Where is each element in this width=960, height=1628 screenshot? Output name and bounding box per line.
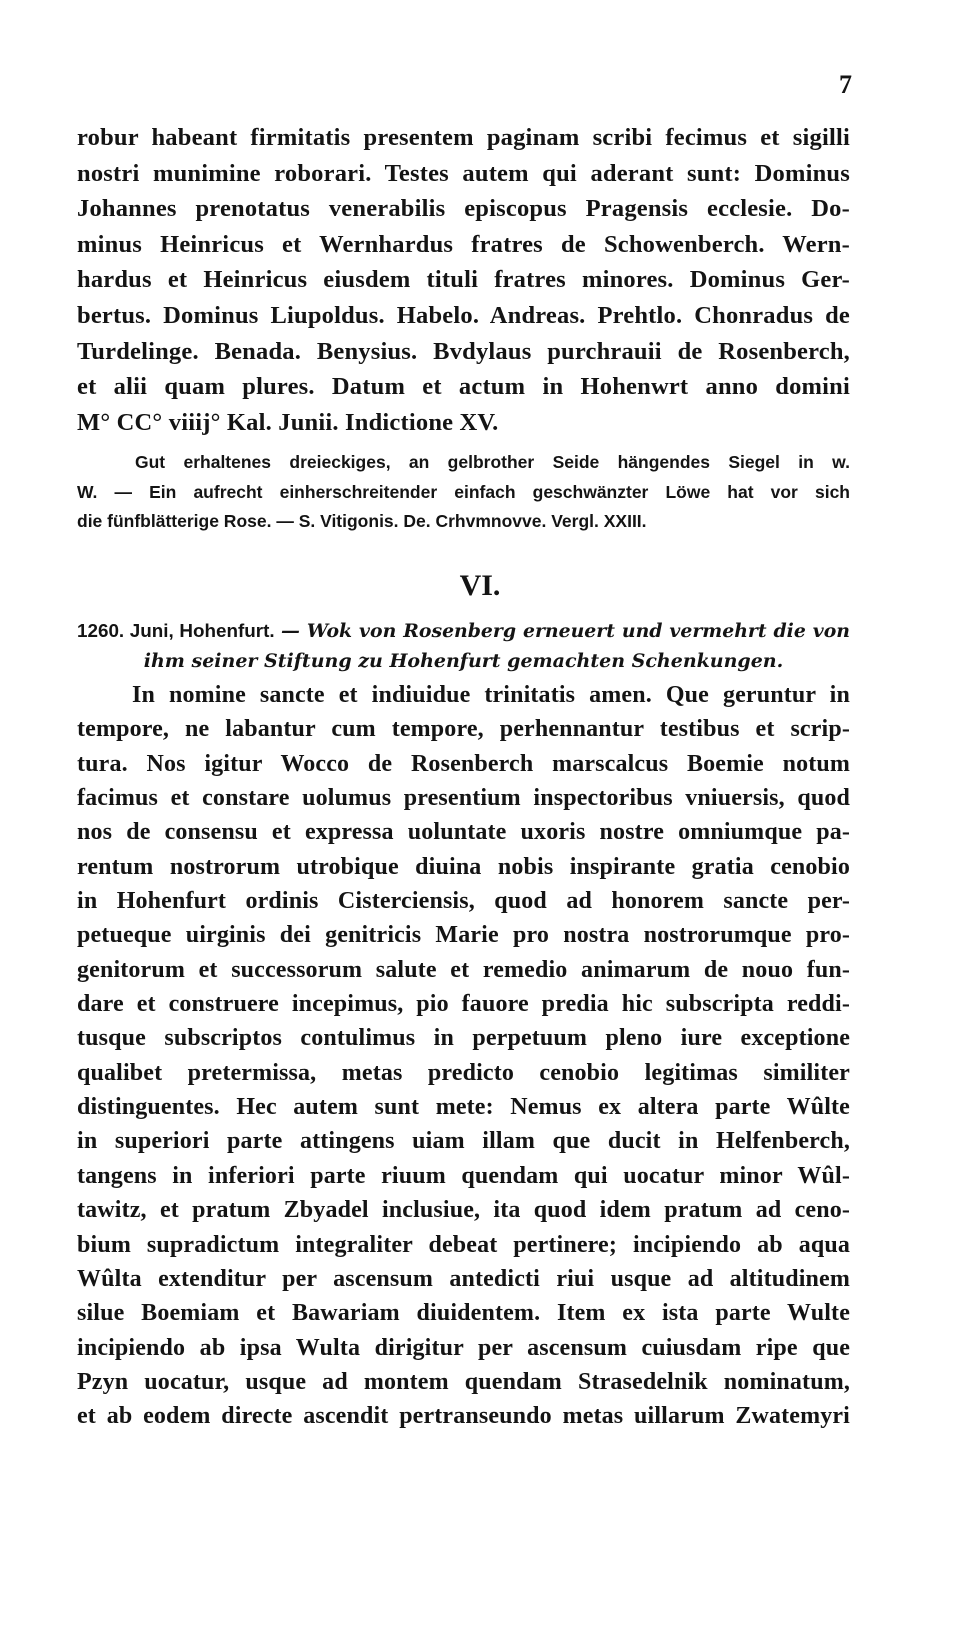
text-line: Turdelinge. Benada. Benysius. Bvdylaus purchrauii de Rosenberch, [77, 337, 850, 365]
text-line: et ab eodem directe ascendit pertranseundo metas uillarum Zwatemyri [77, 1403, 850, 1430]
regest-summary-part1: — Wok von Rosenberg erneuert und vermehrt die von [281, 620, 850, 642]
text-line: genitorum et successorum salute et remedio animarum de nouo fun- [77, 956, 850, 983]
text-line: qualibet pretermissa, metas predicto cenobio legitimas similiter [77, 1059, 850, 1086]
document-regest [77, 616, 850, 676]
text-line: tura. Nos igitur Wocco de Rosenberch marscalcus Boemie notum [77, 750, 850, 777]
text-line: facimus et constare uolumus presentium inspectoribus vniuersis, quod [77, 785, 850, 812]
text-line: nos de consensu et expressa uoluntate uxoris nostre omniumque pa- [77, 819, 850, 846]
text-line: et alii quam plures. Datum et actum in Hohenwrt anno domini [77, 373, 850, 401]
text-line: Pzyn uocatur, usque ad montem quendam Strasedelnik nominatum, [77, 1368, 850, 1395]
text-line: tusque subscriptos contulimus in perpetuum pleno iure exceptione [77, 1025, 850, 1052]
text-line: minus Heinricus et Wernhardus fratres de Schowenberch. Wern- [77, 230, 850, 258]
text-line: bium supradictum integraliter debeat pertinere; incipiendo ab aqua [77, 1231, 850, 1258]
text-line: bertus. Dominus Liupoldus. Habelo. Andreas. Prehtlo. Chonradus de [77, 301, 850, 329]
regest-summary-part2: ihm seiner Stiftung zu Hohenfurt gemachten Schenkungen. [143, 650, 784, 672]
document-number-heading: VI. [459, 569, 501, 602]
text-line: incipiendo ab ipsa Wulta dirigitur per ascensum cuiusdam ripe que [77, 1334, 850, 1361]
text-line: in Hohenfurt ordinis Cisterciensis, quod ad honorem sancte per- [77, 888, 850, 915]
text-line: rentum nostrorum utrobique diuina nobis inspirante gratia cenobio [77, 853, 850, 880]
text-line: tawitz, et pratum Zbyadel inclusiue, ita quod idem pratum ad ceno- [77, 1197, 850, 1224]
text-line: nostri munimine roborari. Testes autem qui aderant sunt: Dominus [77, 159, 850, 187]
regest-line [77, 616, 850, 646]
seal-description-note [77, 448, 850, 537]
text-line: dare et construere incepimus, pio fauore predia hic subscripta reddi- [77, 991, 850, 1018]
text-line: distinguentes. Hec autem sunt mete: Nemus ex altera parte Wûlte [77, 1094, 850, 1121]
text-line: tempore, ne labantur cum tempore, perhennantur testibus et scrip- [77, 716, 850, 743]
date-place: 1260. Juni, Hohenfurt. [77, 620, 275, 641]
text-line: hardus et Heinricus eiusdem tituli fratres minores. Dominus Ger- [77, 266, 850, 294]
charter-text [77, 678, 850, 1434]
text-line: M° CC° viiij° Kal. Junii. Indictione XV. [77, 408, 499, 436]
text-line: in superiori parte attingens uiam illam que ducit in Helfenberch, [77, 1128, 850, 1155]
text-line: Johannes prenotatus venerabilis episcopus Pragensis ecclesie. Do- [77, 195, 850, 223]
previous-document-text [77, 120, 850, 440]
note-line: W. — Ein aufrecht einherschreitender einfach geschwänzter Löwe hat vor sich [77, 481, 850, 502]
text-line: tangens in inferiori parte riuum quendam qui uocatur minor Wûl- [77, 1162, 850, 1189]
text-line: Wûlta extenditur per ascensum antedicti riui usque ad altitudinem [77, 1265, 850, 1292]
note-line: Gut erhaltenes dreieckiges, an gelbrother Seide hängendes Siegel in w. [135, 452, 850, 472]
text-line: In nomine sancte et indiuidue trinitatis amen. Que geruntur in [132, 682, 850, 708]
page-number: 7 [839, 70, 852, 99]
text-line: petueque uirginis dei genitricis Marie pro nostra nostrorumque pro- [77, 922, 850, 949]
text-line: robur habeant firmitatis presentem paginam scribi fecimus et sigilli [77, 124, 850, 151]
note-line: die fünfblätterige Rose. — S. Vitigonis. De. Crhvmnovve. Vergl. XXIII. [77, 511, 647, 531]
text-line: silue Boemiam et Bawariam diuidentem. Item ex ista parte Wulte [77, 1300, 850, 1327]
